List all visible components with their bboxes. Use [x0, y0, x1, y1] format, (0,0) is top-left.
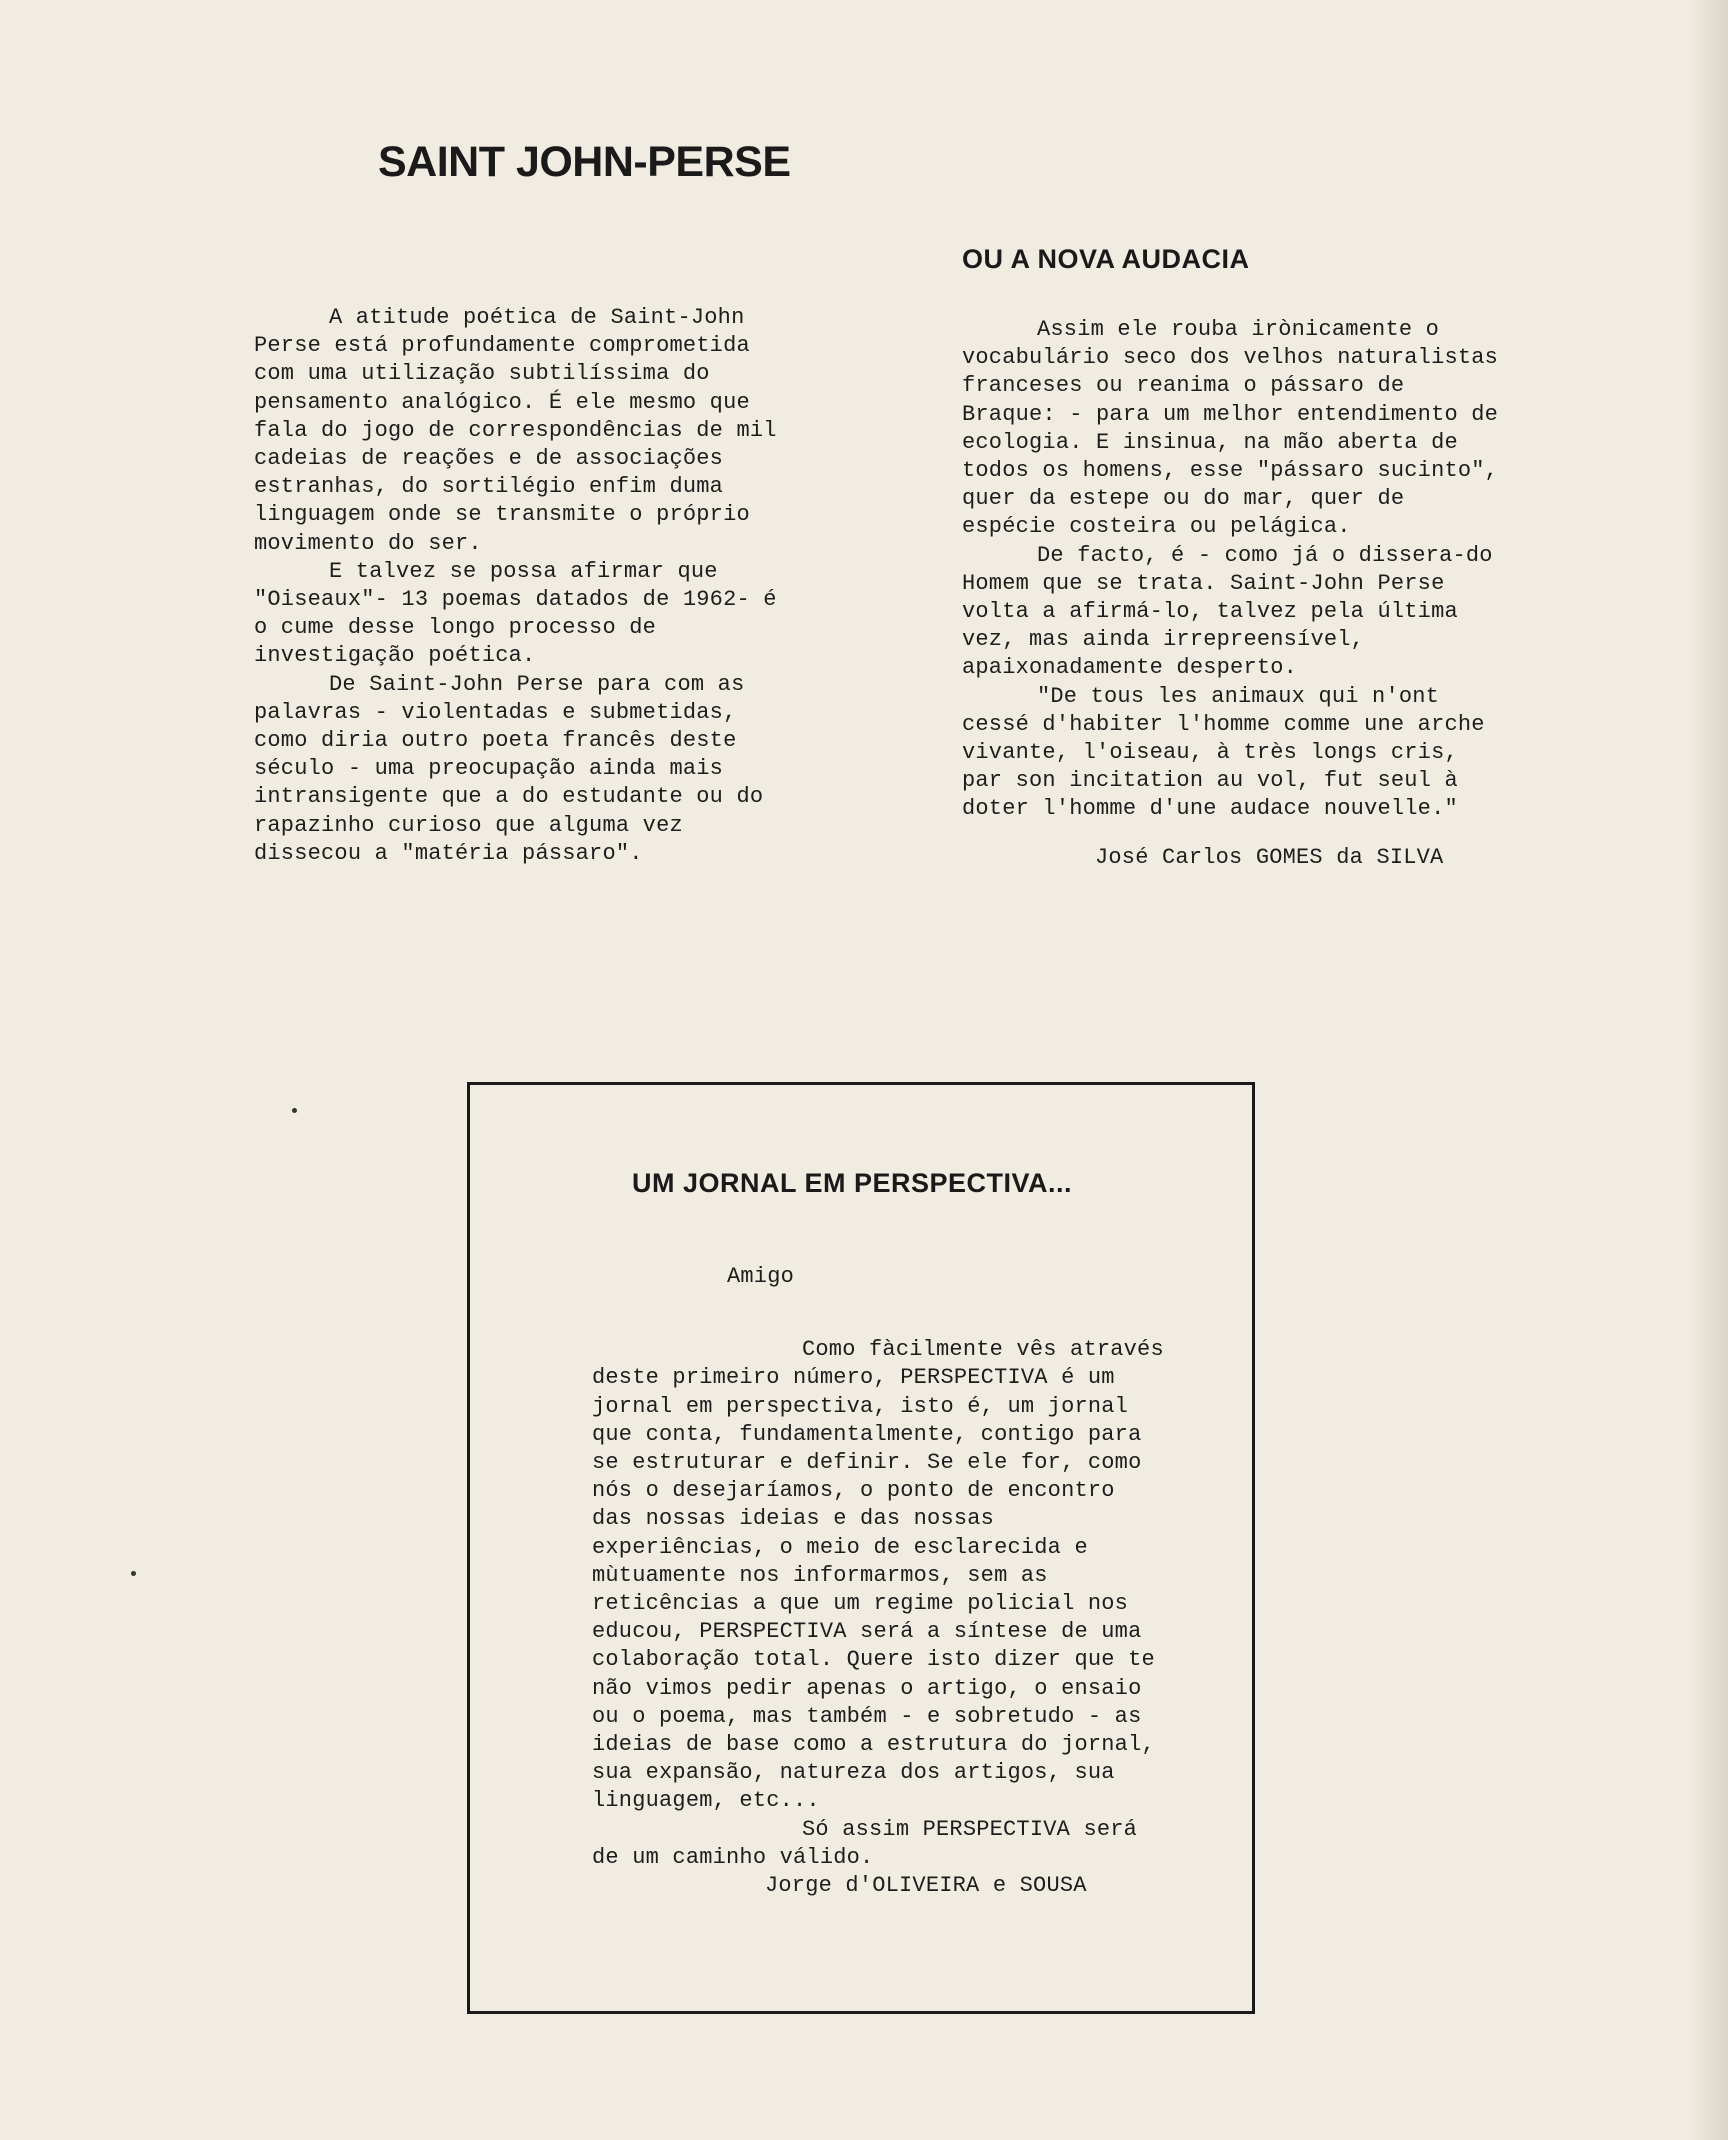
paper-speck — [292, 1108, 297, 1113]
left-paragraph-3: De Saint-John Perse para com as palavras - violentadas e submetidas, como diria outro poeta francês deste século - uma preocupação ainda mais intransigente que a do estudante ou do rapazinho curioso que alguma vez dissecou a "matéria pássaro". — [254, 671, 764, 866]
editorial-paragraph-1: Como fàcilmente vês através deste primeiro número, PERSPECTIVA é um jornal em perspectiva, isto é, um jornal que conta, fundamentalmente, contigo para se estruturar e definir. Se ele for, como nós o desejaríamos, o ponto de encontro das nossas ideias e das nossas experiências, o meio de esclarecida e mùtuamente nos informarmos, sem as reticências a que um regime policial nos educou, PERSPECTIVA será a síntese de uma colaboração total. Quere isto dizer que te não vimos pedir apenas o artigo, o ensaio ou o poema, mas também - e sobretudo - as ideias de base como a estrutura do jornal, sua expansão, natureza dos artigos, sua linguagem, etc... — [592, 1337, 1164, 1814]
article-subtitle-nova-audacia: OU A NOVA AUDACIA — [962, 244, 1250, 274]
right-paragraph-2: De facto, é - como já o dissera-do Homem que se trata. Saint-John Perse volta a afirmá-lo, talvez pela última vez, mas ainda irrepreensível, apaixonadamente desperto. — [962, 542, 1493, 681]
right-article-body — [962, 316, 1510, 872]
right-paragraph-3: "De tous les animaux qui n'ont cessé d'habiter l'homme comme une arche vivante, l'oiseau, à très longs cris, par son incitation au vol, fut seul à doter l'homme d'une audace nouvelle." — [962, 683, 1485, 822]
left-paragraph-1: A atitude poética de Saint-John Perse está profundamente comprometida com uma utilização subtilíssima do pensamento analógico. É ele mesmo que fala do jogo de correspondências de mil cadeias de reações e de associações estranhas, do sortilégio enfim duma linguagem onde se transmite o próprio movimento do ser. — [254, 305, 777, 556]
left-article-body — [254, 304, 802, 868]
editorial-box-title: UM JORNAL EM PERSPECTIVA... — [632, 1168, 1073, 1198]
right-article-author: José Carlos GOMES da SILVA — [1095, 844, 1444, 870]
editorial-author: Jorge d'OLIVEIRA e SOUSA — [765, 1873, 1087, 1899]
editorial-box-body — [592, 1263, 1166, 1900]
article-title-saint-john-perse: SAINT JOHN-PERSE — [378, 138, 791, 186]
paper-speck — [131, 1571, 136, 1576]
left-paragraph-2: E talvez se possa afirmar que "Oiseaux"- 13 poemas datados de 1962- é o cume desse longo processo de investigação poética. — [254, 558, 777, 669]
page-edge-shadow — [1688, 0, 1728, 2140]
editorial-paragraph-2: Só assim PERSPECTIVA será de um caminho válido. — [592, 1816, 1138, 1870]
editorial-salutation: Amigo — [727, 1264, 795, 1289]
right-paragraph-1: Assim ele rouba irònicamente o vocabulário seco dos velhos naturalistas franceses ou reanima o pássaro de Braque: - para um melhor entendimento de ecologia. E insinua, na mão aberta de todos os homens, esse "pássaro sucinto", quer da estepe ou do mar, quer de espécie costeira ou pelágica. — [962, 317, 1499, 540]
